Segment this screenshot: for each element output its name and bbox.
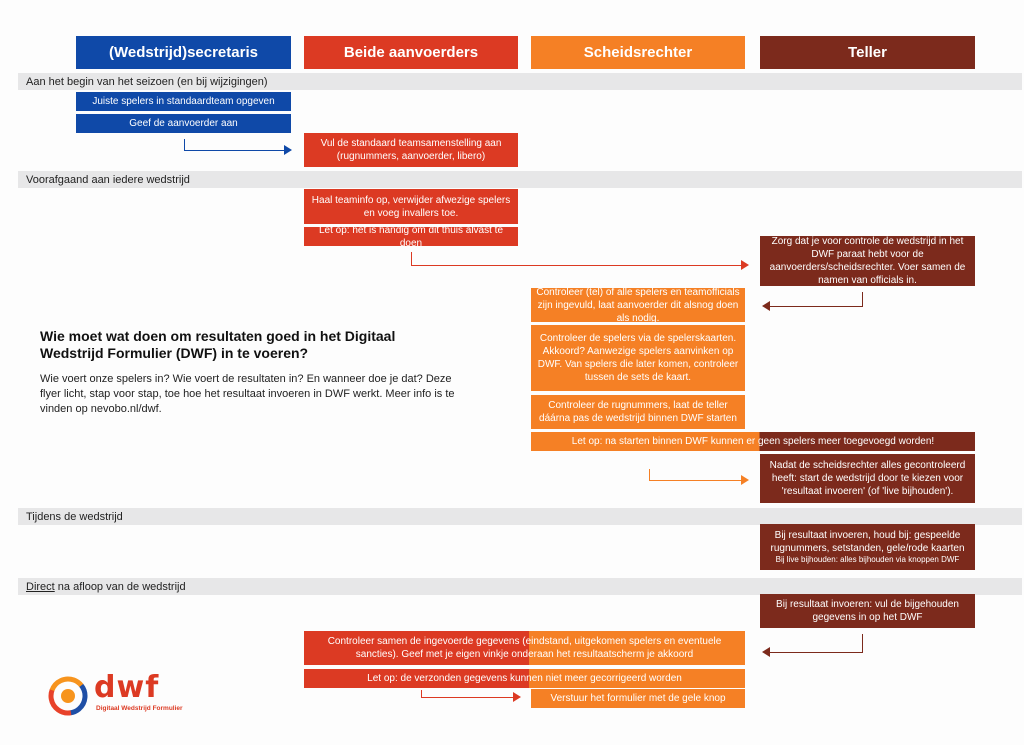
flow-line — [862, 292, 863, 307]
intro-body: Wie voert onze spelers in? Wie voert de resultaten in? En wanneer doe je dat? Deze flyer licht, stap voor stap, toe hoe het resultaat invoeren in DWF werkt. Meer info is te vinden op nevobo.nl/dwf. — [40, 373, 455, 415]
section-before-match — [18, 171, 1022, 188]
arrow-right-icon — [741, 475, 749, 485]
step-teller-start: Nadat de scheidsrechter alles gecontroleerd heeft: start de wedstrijd door te kiezen voor 'resultaat invoeren' (of 'live bijhouden'). — [760, 454, 975, 503]
intro-title: Wie moet wat doen om resultaten goed in het Digitaal Wedstrijd Formulier (DWF) in te voeren? — [40, 328, 396, 361]
arrow-right-icon — [741, 260, 749, 270]
flow-line — [421, 697, 513, 698]
column-header-scheidsrechter: Scheidsrechter — [531, 36, 745, 69]
step-scheidsrechter-numbers: Controleer de rugnummers, laat de teller dáárna pas de wedstrijd binnen DWF starten — [531, 395, 745, 429]
arrow-right-icon — [513, 692, 521, 702]
flow-line — [770, 306, 863, 307]
dwf-logo-tagline: Digitaal Wedstrijd Formulier — [96, 705, 183, 712]
flow-line — [770, 652, 863, 653]
warning-no-correction: Let op: de verzonden gegevens kunnen niet meer gecorrigeerd worden — [304, 669, 745, 688]
section-label: Voorafgaand aan iedere wedstrijd — [26, 173, 190, 186]
section-label: Aan het begin van het seizoen (en bij wijzigingen) — [26, 75, 268, 88]
step-teller-track — [760, 524, 975, 570]
arrow-right-icon — [284, 145, 292, 155]
column-header-teller: Teller — [760, 36, 975, 69]
step-secretaris-players: Juiste spelers in standaardteam opgeven — [76, 92, 291, 111]
step-aanvoerders-tip: Let op: het is handig om dit thuis alvast te doen — [304, 227, 518, 246]
section-after-match — [18, 578, 1022, 595]
arrow-left-icon — [762, 647, 770, 657]
warning-no-more-players: Let op: na starten binnen DWF kunnen er geen spelers meer toegevoegd worden! — [531, 432, 975, 451]
step-teller-enter: Bij resultaat invoeren: vul de bijgehouden gegevens in op het DWF — [760, 594, 975, 628]
section-label: Tijdens de wedstrijd — [26, 510, 123, 523]
flow-line — [184, 150, 284, 151]
section-during-match — [18, 508, 1022, 525]
step-aanvoerders-standard-team: Vul de standaard teamsamenstelling aan (rugnummers, aanvoerder, libero) — [304, 133, 518, 167]
dwf-logo — [48, 670, 248, 716]
step-teller-track-small: Bij live bijhouden: alles bijhouden via knoppen DWF — [775, 555, 960, 564]
step-secretaris-captain: Geef de aanvoerder aan — [76, 114, 291, 133]
section-start-season — [18, 73, 1022, 90]
column-header-aanvoerders: Beide aanvoerders — [304, 36, 518, 69]
step-teller-prepare: Zorg dat je voor controle de wedstrijd in het DWF paraat hebt voor de aanvoerders/scheidsrechter. Voer samen de namen van officials in. — [760, 236, 975, 286]
section-label: na afloop van de wedstrijd — [54, 580, 186, 593]
dwf-logo-icon — [48, 676, 88, 716]
flow-line — [649, 480, 741, 481]
section-label-underlined: Direct — [26, 580, 55, 593]
step-scheidsrechter-send: Verstuur het formulier met de gele knop — [531, 689, 745, 708]
step-scheidsrechter-count: Controleer (tel) of alle spelers en teamofficials zijn ingevuld, laat aanvoerder dit alsnog doen als nodig. — [531, 288, 745, 322]
step-all-approve: Controleer samen de ingevoerde gegevens (eindstand, uitgekomen spelers en eventuele sancties). Geef met je eigen vinkje onderaan het resultaatscherm je akkoord — [304, 631, 745, 665]
arrow-left-icon — [762, 301, 770, 311]
step-aanvoerders-teaminfo: Haal teaminfo op, verwijder afwezige spelers en voeg invallers toe. — [304, 189, 518, 224]
column-header-secretaris: (Wedstrijd)secretaris — [76, 36, 291, 69]
flow-line — [411, 265, 741, 266]
dwf-logo-word: dwf — [94, 670, 160, 705]
flow-line — [411, 252, 412, 266]
step-scheidsrechter-cards: Controleer de spelers via de spelerskaarten. Akkoord? Aanwezige spelers aanvinken op DWF. Van spelers die later komen, controleer tussen de sets de kaart. — [531, 325, 745, 391]
step-teller-track-main: Bij resultaat invoeren, houd bij: gespeelde rugnummers, setstanden, gele/rode kaarten — [770, 530, 965, 554]
flow-line — [862, 634, 863, 653]
